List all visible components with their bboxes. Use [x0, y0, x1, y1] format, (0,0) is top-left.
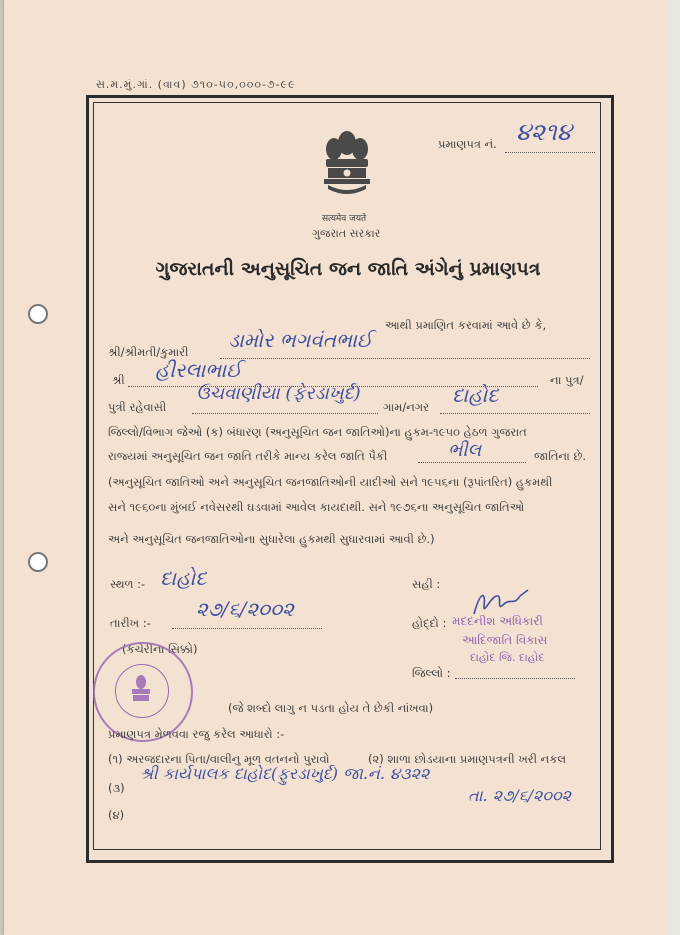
punch-hole-top [28, 304, 48, 324]
resident-label: પુત્રી રહેવાસી [108, 400, 167, 414]
intro-line: આથી પ્રમાણિત કરવામાં આવે છે કે, [385, 318, 547, 332]
cert-no-label: પ્રમાણપત્ર નં. [438, 137, 497, 151]
para-line-2: સને ૧૯૬૦ના મુંબઈ નવેસરથી ઘડવામાં આવેલ કાયદાથી. સને ૧૯૭૬ના અનુસૂચિત જાતિઓ [108, 500, 525, 514]
place-label: સ્થળ :- [110, 577, 146, 591]
tribe-line [418, 462, 526, 463]
father-value: હીરલાભાઈ [155, 358, 242, 382]
date-label: તારીખ :- [110, 616, 151, 630]
name-value: ડામોર ભગવંતભાઈ [228, 328, 373, 352]
place-value: દાહોદ [160, 566, 207, 590]
name-line [220, 358, 590, 359]
para-line-1: (અનુસૂચિત જાતિઓ અને અનુસૂચિત જનજાતિઓની યાદીઓ સને ૧૯૫૬ના (રૂપાંતરિત) હુકમથી [108, 475, 553, 489]
govt-name: ગુજરાત સરકાર [312, 227, 381, 240]
designation-stamp-1: મદદનીશ અધિકારી [452, 614, 543, 628]
print-code: સ.મ.મું.ગાં. (વાવ) ૭૧૦-૫૦,૦૦૦-૭-૯૯ [96, 78, 296, 91]
state-line: રાજ્યમાં અનુસૂચિત જન જાતિ તરીકે માન્ય કરેલ જાતિ પૈકી [108, 449, 388, 463]
doc-item-3-label: (૩) [108, 781, 125, 795]
designation-stamp-2: આદિજાતિ વિકાસ [462, 633, 548, 647]
doc-item-3-value: શ્રી કાર્યપાલક દાહોદ(ફુરડાખુર્દ) જા.નં. ૪૩૨૨ [140, 764, 430, 783]
father-label: શ્રી [112, 373, 125, 387]
para-line-3: અને અનુસૂચિત જનજાતિઓના સુધારેલા હુકમથી સુધારવામાં આવી છે.) [108, 532, 435, 546]
village-label: ગામ/નગર [383, 400, 430, 414]
doc-item-2: (૨) શાળા છોડયાના પ્રમાણપત્રની ખરી નકલ [368, 752, 567, 766]
village-value: ઉચવાણીયા (ફેરડાખુર્દ) [196, 383, 361, 404]
designation-stamp-3: દાહોદ જિ. દાહોદ [470, 651, 545, 664]
emblem-motto: सत्यमेव जयते [322, 214, 367, 224]
strike-note: (જે શબ્દો લાગુ ન પડતા હોય તે છેકી નાંખવા) [228, 701, 434, 715]
designation-label: હોદ્દો : [412, 616, 447, 630]
doc-item-4-label: (૪) [108, 808, 125, 822]
seal-emblem-icon [128, 674, 154, 706]
sign-label: સહી : [412, 577, 441, 591]
office-seal-label: (કચેરીના સિક્કો) [122, 642, 198, 656]
district-line: જિલ્લો/વિભાગ જેઓ (ક) બંધારણ (અનુસૂચિત જન જાતિઓ)ના હુકમ-૧૯૫૦ હેઠળ ગુજરાત [108, 425, 527, 439]
district-line [455, 678, 575, 679]
date-line [172, 628, 322, 629]
town-line [440, 413, 590, 414]
doc-item-1: (૧) અરજદારના પિતા/વાલીનુ મૂળ વતનનો પુરાવો [108, 752, 330, 766]
tribe-suffix: જાતિના છે. [534, 449, 587, 463]
town-value: દાહોદ [452, 383, 499, 407]
documents-label: પ્રમાણપત્ર મેળવવા રજુ કરેલ આધારો :- [108, 727, 285, 741]
tribe-value: ભીલ [448, 440, 482, 461]
ashoka-emblem-icon [318, 125, 376, 213]
district-label: જિલ્લો : [412, 666, 451, 680]
punch-hole-bottom [28, 552, 48, 572]
certificate-title: ગુજરાતની અનુસૂચિત જન જાતિ અંગેનું પ્રમાણપત્ર [155, 258, 541, 280]
village-line [192, 413, 378, 414]
cert-no-line [505, 152, 595, 153]
doc-item-3-date: તા. ૨૭/૬/૨૦૦૨ [468, 786, 572, 805]
date-value: ૨૭/૬/૨૦૦૨ [196, 597, 294, 621]
son-of-label: ના પુત્ર/ [550, 373, 584, 387]
name-label: શ્રી/શ્રીમતી/કુમારી [108, 345, 189, 359]
cert-no-value: ૪૨૧૪ [516, 118, 572, 146]
